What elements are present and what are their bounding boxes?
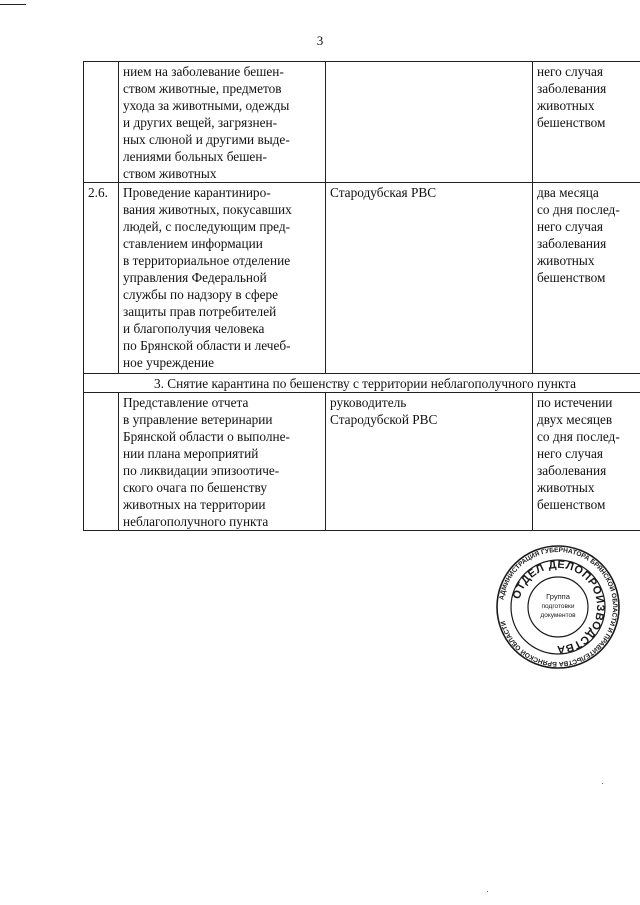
table-row	[84, 62, 640, 183]
stamp-outer-text: АДМИНИСТРАЦИЯ ГУБЕРНАТОРА БРЯНСКОЙ ОБЛАСТИ И ПРАВИТЕЛЬСТВА БРЯНСКОЙ ОБЛАСТИ	[498, 546, 619, 668]
stamp-center-line: подготовки	[541, 603, 575, 610]
section-row	[84, 374, 640, 393]
term-cell: два месяца со дня послед- него случая заболевания животных бешенством	[533, 183, 640, 374]
office-stamp	[495, 544, 621, 670]
stamp-inner-text: ОТДЕЛ ДЕЛОПРОИЗВОДСТВА	[510, 558, 607, 656]
page-number: 3	[316, 33, 324, 48]
table-row	[84, 393, 640, 531]
scan-speck	[602, 783, 603, 784]
action-cell: Представление отчета в управление ветеринарии Брянской области о выполне- нии плана мероприятий по ликвидации эпизоотиче- ского очага по бешенству животных на территории неблагополучного пункта	[119, 393, 326, 531]
measures-table	[83, 61, 640, 531]
responsible-cell: Стародубская РВС	[326, 183, 533, 374]
row-number	[84, 62, 119, 183]
stamp-center-line: Группа	[546, 592, 570, 601]
stamp-center-line: документов	[540, 612, 576, 619]
table-row	[84, 183, 640, 374]
action-cell: Проведение карантиниро- вания животных, покусавших людей, с последующим пред- ставлением информации в территориальное отделение управления Федеральной службы по надзору в сфере защиты прав потребителей и благополучия человека по Брянской области и лечеб- ное учреждение	[119, 183, 326, 374]
responsible-cell: руководитель Стародубской РВС	[326, 393, 533, 531]
row-number	[84, 393, 119, 531]
term-cell: по истечении двух месяцев со дня послед- него случая заболевания животных бешенством	[533, 393, 640, 531]
section-title: 3. Снятие карантина по бешенству с территории неблагополучного пункта	[84, 374, 640, 393]
term-cell: него случая заболевания животных бешенством	[533, 62, 640, 183]
scan-speck	[487, 891, 488, 892]
corner-mark	[0, 4, 26, 5]
responsible-cell	[326, 62, 533, 183]
action-cell: нием на заболевание бешен- ством животные, предметов ухода за животными, одежды и других вещей, загрязнен- ных слюной и другими выде- лениями больных бешен- ством животных	[119, 62, 326, 183]
row-number: 2.6.	[84, 183, 119, 374]
